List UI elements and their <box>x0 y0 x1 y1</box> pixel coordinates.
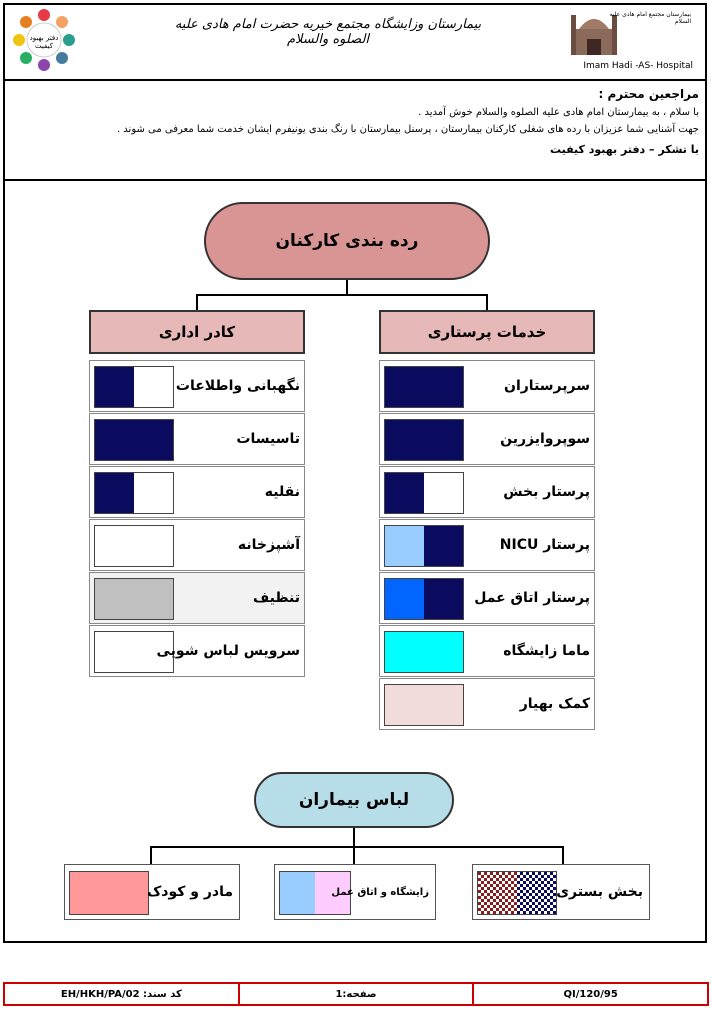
intro-signature: با تشکر – دفتر بهبود کیفیت <box>549 143 699 156</box>
patient-clothing-title <box>254 772 454 828</box>
staff-classification-label: رده بندی کارکنان <box>275 231 419 251</box>
admin-item-label: نقلیه <box>264 484 300 500</box>
inpatient-swatch <box>477 871 557 915</box>
intro-greeting: مراجعین محترم : <box>598 87 699 101</box>
mother-child-label: مادر و کودک <box>146 884 233 900</box>
inpatient-label: بخش بستری <box>556 884 643 900</box>
hospital-logo-text-en: Imam Hadi -AS- Hospital <box>583 61 693 71</box>
admin-item-row <box>89 519 305 571</box>
admin-item-color-swatch <box>94 419 174 461</box>
nursing-item-label: پرستار بخش <box>503 484 590 500</box>
hospital-title: بیمارستان وزایشگاه مجتمع خیریه حضرت امام هادی علیه الصلوه والسلام <box>174 17 482 47</box>
connector <box>346 280 348 294</box>
admin-item-label: تاسیسات <box>236 431 300 447</box>
nursing-category-header <box>379 310 595 354</box>
admin-item-row <box>89 413 305 465</box>
hospital-logo-text-ar: بیمارستان مجتمع امام هادی علیه السلام <box>609 11 691 25</box>
connector <box>150 846 152 864</box>
page-header <box>3 3 707 81</box>
nursing-item-label: پرستار اتاق عمل <box>474 590 590 606</box>
connector <box>353 846 355 864</box>
admin-item-label: تنظیف <box>253 590 300 606</box>
nursing-item-label: سوپروایزرین <box>500 431 590 447</box>
patient-item-mother-child <box>64 864 240 920</box>
patient-clothing-label: لباس بیماران <box>298 790 410 810</box>
nursing-category-label: خدمات پرستاری <box>427 323 547 341</box>
footer-code: کد سند: EH/HKH/PA/02 <box>60 988 182 1000</box>
admin-item-color-swatch <box>94 578 174 620</box>
mother-child-swatch <box>69 871 149 915</box>
connector <box>486 294 488 310</box>
maternity-label: زایشگاه و اتاق عمل <box>331 886 429 898</box>
patient-item-inpatient <box>472 864 650 920</box>
nursing-item-row <box>379 625 595 677</box>
footer-page: صفحه:1 <box>238 984 473 1004</box>
patient-item-maternity <box>274 864 436 920</box>
admin-item-row <box>89 625 305 677</box>
admin-item-row <box>89 360 305 412</box>
admin-category-header <box>89 310 305 354</box>
hospital-logo <box>569 9 699 73</box>
nursing-item-row <box>379 360 595 412</box>
nursing-item-color-swatch <box>384 525 464 567</box>
footer-ref: 95/QI/120 <box>472 984 707 1004</box>
admin-item-row <box>89 466 305 518</box>
staff-classification-title <box>204 202 490 280</box>
nursing-item-color-swatch <box>384 578 464 620</box>
admin-category-label: کادر اداری <box>158 323 236 341</box>
nursing-item-color-swatch <box>384 631 464 673</box>
nursing-item-row <box>379 466 595 518</box>
nursing-item-row <box>379 519 595 571</box>
connector <box>196 294 198 310</box>
admin-item-label: آشپزخانه <box>237 537 300 553</box>
nursing-item-color-swatch <box>384 366 464 408</box>
nursing-item-label: کمک بهیار <box>519 696 590 712</box>
quality-office-logo <box>11 7 77 73</box>
nursing-item-row <box>379 572 595 624</box>
nursing-item-color-swatch <box>384 684 464 726</box>
quality-office-logo-text: دفتر بهبود کیفیت <box>29 34 59 50</box>
nursing-item-label: پرستار NICU <box>499 537 590 553</box>
admin-item-color-swatch <box>94 472 174 514</box>
nursing-item-color-swatch <box>384 472 464 514</box>
document-footer <box>3 982 709 1006</box>
nursing-item-row <box>379 678 595 730</box>
nursing-item-label: ماما زایشگاه <box>503 643 590 659</box>
admin-item-label: سرویس لباس شویی <box>156 643 300 659</box>
nursing-item-color-swatch <box>384 419 464 461</box>
intro-section <box>3 81 707 181</box>
admin-item-label: نگهبانی واطلاعات <box>175 378 300 394</box>
nursing-item-row <box>379 413 595 465</box>
nursing-item-label: سرپرستاران <box>504 378 590 394</box>
connector <box>353 828 355 848</box>
connector <box>150 846 564 848</box>
admin-item-color-swatch <box>94 366 174 408</box>
intro-description: جهت آشنایی شما عزیزان با رده های شغلی کارکنان بیمارستان ، پرسنل بیمارستان با رنگ بندی یونیفرم ایشان خدمت شما معرفی می شوند . <box>116 124 699 135</box>
intro-welcome: با سلام ، به بیمارستان امام هادی علیه الصلوه والسلام خوش آمدید . <box>418 107 699 118</box>
admin-item-color-swatch <box>94 525 174 567</box>
admin-item-row <box>89 572 305 624</box>
connector <box>562 846 564 864</box>
connector <box>196 294 488 296</box>
